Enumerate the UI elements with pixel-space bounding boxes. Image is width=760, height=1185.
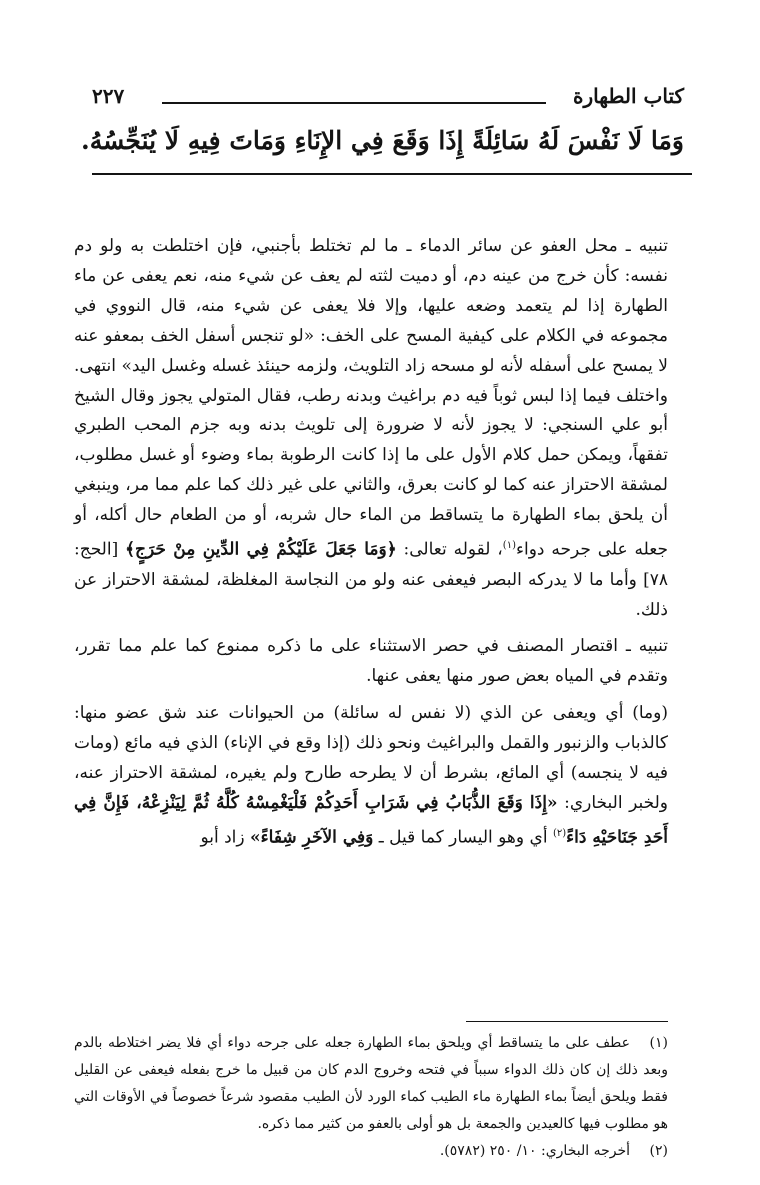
commentary-body — [74, 232, 668, 853]
footnote-2-text: أخرجه البخاري: ١٠/ ٢٥٠ (٥٧٨٢). — [439, 1143, 630, 1159]
footnote-ref-2: (٢) — [552, 827, 567, 839]
paragraph-1-text-a: تنبيه ـ محل العفو عن سائر الدماء ـ ما لم تختلط بأجنبي، فإن اختلطت به ولو دم نفسه: كأن خرج من عينه دم، أو دميت لثته لم يعف عن شيء منه، نعم يعفى عن ماء الطهارة إذا لم يتعمد وضعه عليها، وإلا فلا يعفى عن شيء منه، قال النووي في مجموعه في الكلام على كيفية المسح على الخف: «لو تنجس أسفل الخف بمعفو عنه لا يمسح على أسفله لأنه لو مسحه زاد التلويث، ولزمه حينئذ غسله وغسل اليد» انتهى. واختلف فيما إذا لبس ثوباً فيه دم براغيث وبدنه رطب، فقال المتولي يجوز وقال الشيخ أبو علي السنجي: لا يجوز لأنه لا ضرورة إلى تلويث بدنه وبه جزم المحب الطبري تفقهاً، ويمكن حمل كلام الأول على ما إذا كانت الرطوبة بماء وضوء أو غسل مطلوب، لمشقة الاحتراز عنه كما لو كانت بعرق، والثاني على غير ذلك كما علم مما مر، وينبغي أن يلحق بماء الطهارة ما يتساقط من الماء حال شربه، أو من الطعام حال أكله، أو جعله على جرحه دواء — [74, 236, 668, 560]
hadith-text-end: وَفِي الآخَرِ شِفَاءً» — [250, 827, 374, 848]
chapter-title: كتاب الطهارة — [573, 84, 684, 108]
quran-verse: ﴿وَمَا جَعَلَ عَلَيْكُمْ فِي الدِّينِ مِنْ حَرَجٍ﴾ — [125, 539, 397, 560]
header-rule — [162, 102, 546, 104]
footnote-2 — [74, 1138, 668, 1165]
paragraph-1-text-c: [الحج: ٧٨] وأما ما لا يدركه البصر فيعفى عنه ولو من النجاسة المغلظة، لمشقة الاحتراز عن ذلك. — [74, 539, 668, 620]
footnote-rule — [466, 1021, 668, 1022]
footnotes — [74, 1030, 668, 1165]
paragraph-3-text-c: زاد أبو — [200, 827, 251, 848]
footnote-1-number: (١) — [649, 1035, 668, 1051]
paragraph-1-text-b: ، لقوله تعالى: — [396, 539, 503, 560]
running-header — [92, 84, 684, 114]
matn-rule — [92, 173, 692, 175]
matn-verse: وَمَا لَا نَفْسَ لَهُ سَائِلَةً إِذَا وَقَعَ فِي الإِنَاءِ وَمَاتَ فِيهِ لَا يُنَجِّسُهُ. — [81, 126, 684, 155]
paragraph-2: تنبيه ـ اقتصار المصنف في حصر الاستثناء على ما ذكره ممنوع كما علم مما تقرر، وتقدم في المياه بعض صور منها يعفى عنها. — [74, 636, 668, 687]
footnote-1 — [74, 1030, 668, 1138]
footnote-1-text: عطف على ما يتساقط أي ويلحق بماء الطهارة جعله على جرحه دواء أي فلا يضر اختلاطه بالدم وبعد ذلك إن كان ذلك الدواء سبباً في فتحه وخروج الدم كان من قبيل ما خرج بفعله فيعفى عن القليل فقط ويلحق أيضاً بماء الطهارة ماء الطيب كماء الورد لأن الطيب مقصود شرعاً خصوصاً في الأوقات التي هو مطلوب فيها كالعيدين والجمعة بل هو أولى بالعفو من كثير مما ذكره. — [74, 1035, 668, 1132]
paragraph-3-text-b: أي وهو اليسار كما قيل ـ — [373, 827, 553, 848]
footnote-2-number: (٢) — [649, 1143, 668, 1159]
footnote-ref-1: (١) — [502, 540, 516, 552]
paragraph-3-text-a: (وما) أي ويعفى عن الذي (لا نفس له سائلة) من الحيوانات عند شق عضو منها: كالذباب والزنبور والقمل والبراغيث ونحو ذلك (إذا وقع في الإناء) الذي فيه مائع (ومات فيه لا ينجسه) أي المائع، بشرط أن لا يطرحه طارح ولم يغيره، لمشقة الاحتراز عنه، ولخبر البخاري: — [74, 703, 668, 813]
paragraph-1 — [74, 232, 668, 625]
page-number: ٢٢٧ — [92, 84, 125, 108]
paragraph-3 — [74, 699, 668, 853]
hadith-text: «إِذَا وَقَعَ الذُّبَابُ فِي شَرَابِ أَحَدِكُمْ فَلْيَغْمِسْهُ كُلَّهُ ثُمَّ لِيَنْزِعْهُ، فَإِنَّ فِي أَحَدِ جَنَاحَيْهِ دَاءً — [74, 792, 668, 848]
